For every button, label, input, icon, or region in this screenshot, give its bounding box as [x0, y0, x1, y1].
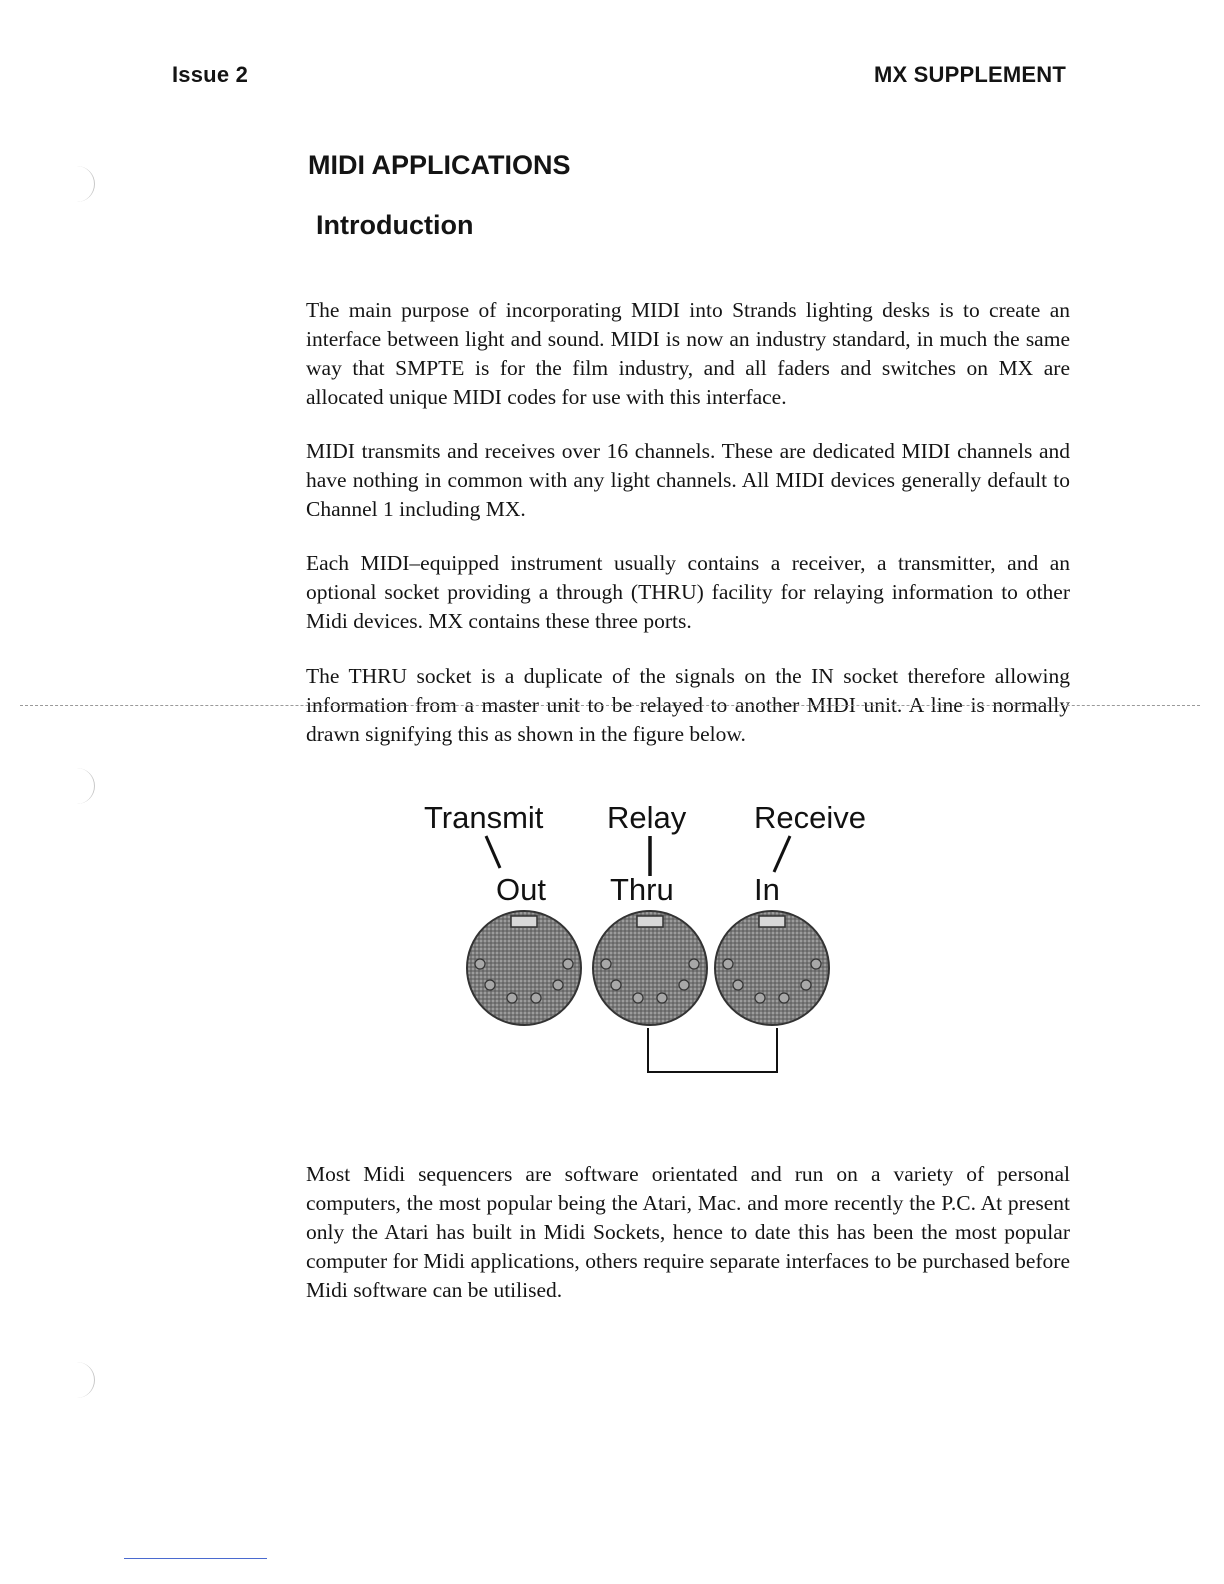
midi-in-socket-icon [715, 911, 829, 1025]
header-issue: Issue 2 [172, 62, 249, 87]
label-transmit: Transmit [424, 800, 544, 835]
label-receive: Receive [754, 800, 866, 835]
paragraph-ports: Each MIDI–equipped instrument usually contains a receiver, a transmitter, and an optional socket providing a through (THRU) facility for relaying information to other Midi devices. MX contains these three ports. [306, 551, 1070, 633]
paragraph-purpose: The main purpose of incorporating MIDI into Strands lighting desks is to create an interface between light and sound. MIDI is now an industry standard, in much the same way that SMPTE is for the film industry, and all faders and switches on MX are allocated unique MIDI codes for use with this interface. [306, 298, 1070, 409]
diagram-graphics [400, 790, 920, 1090]
label-relay: Relay [607, 800, 687, 835]
punch-hole-mark [72, 166, 95, 202]
header-supplement: MX SUPPLEMENT [873, 62, 1066, 87]
bottom-rule [124, 1558, 267, 1559]
transmit-out-connector [486, 836, 500, 868]
section-title: MIDI APPLICATIONS [308, 150, 571, 180]
label-in: In [754, 872, 780, 907]
label-out: Out [496, 872, 546, 907]
punch-hole-mark [72, 1362, 95, 1398]
midi-out-socket-icon [467, 911, 581, 1025]
paragraph-thru-socket: The THRU socket is a duplicate of the signals on the IN socket therefore allowing information from a master unit to be relayed to another MIDI unit. A line is normally drawn signifying this as shown in the figure below. [306, 664, 1070, 746]
thru-in-link-line [648, 1028, 777, 1072]
midi-ports-diagram [400, 790, 920, 1090]
paragraph-channels: MIDI transmits and receives over 16 channels. These are dedicated MIDI channels and have nothing in common with any light channels. All MIDI devices generally default to Channel 1 including MX. [306, 439, 1070, 521]
scan-artifact-line [20, 705, 1200, 706]
midi-thru-socket-icon [593, 911, 707, 1025]
receive-in-connector [774, 836, 790, 872]
subsection-title: Introduction [316, 210, 474, 240]
punch-hole-mark [72, 768, 95, 804]
paragraph-sequencers: Most Midi sequencers are software orientated and run on a variety of personal computers, the most popular being the Atari, Mac. and more recently the P.C. At present only the Atari has built in Midi Sockets, hence to date this has been the most popular computer for Midi applications, others require separate interfaces to be purchased before Midi software can be utilised. [306, 1162, 1070, 1302]
label-thru: Thru [610, 872, 674, 907]
